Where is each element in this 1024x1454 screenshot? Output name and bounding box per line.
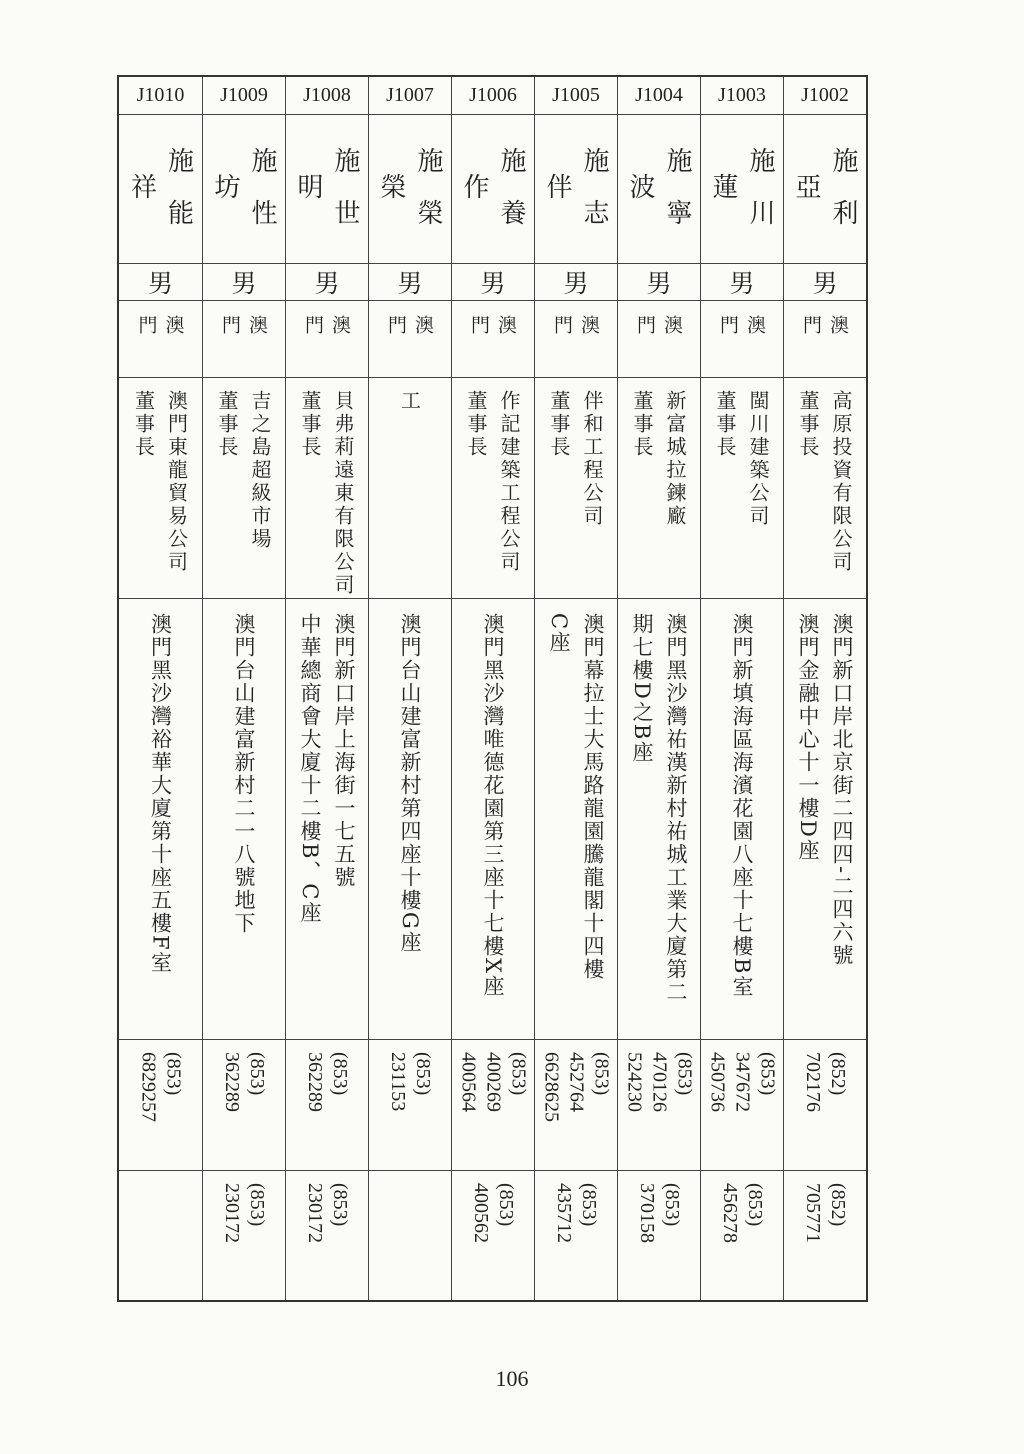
occupation-line: 董事長 [464, 390, 488, 459]
occupation-line: 吉之島超級市場 [248, 390, 272, 551]
record-id: J1004 [618, 77, 700, 115]
fax-line: 435712 [553, 1183, 575, 1243]
occupation-line: 澳門東龍貿易公司 [164, 390, 189, 574]
record-fax [119, 1171, 202, 1300]
telephone-line: 231153 [387, 1052, 409, 1112]
telephone-line: 400269 [482, 1052, 505, 1112]
record-occupation [119, 378, 202, 599]
occupation-line: 高原投資有限公司 [829, 390, 853, 574]
record-column [783, 77, 866, 1300]
record-column [119, 77, 202, 1300]
record-address [369, 599, 451, 1040]
address-line: 澳門黑沙灣裕華大廈第十座五樓F室 [148, 613, 173, 975]
record-telephone [535, 1040, 617, 1171]
record-name: 施性坊 [203, 115, 285, 264]
record-occupation [784, 378, 866, 599]
record-fax [784, 1171, 866, 1300]
address-line: 澳門新口岸北京街二四四-二四六號 [830, 613, 854, 968]
telephone-line: 362289 [221, 1052, 243, 1112]
record-address [535, 599, 617, 1040]
record-occupation [701, 378, 783, 599]
telephone-line: (853) [756, 1052, 779, 1096]
fax-line: (853) [661, 1183, 683, 1227]
record-name: 施寧波 [618, 115, 700, 264]
record-name: 施能祥 [119, 115, 202, 264]
record-occupation [535, 378, 617, 599]
address-line: 澳門新口岸上海街一七五號 [332, 613, 356, 889]
fax-line: (853) [329, 1183, 351, 1227]
fax-line: (852) [827, 1183, 849, 1227]
record-address [618, 599, 700, 1040]
telephone-line: 524230 [623, 1052, 646, 1112]
record-place: 澳門 [203, 301, 285, 378]
telephone-line: 347672 [731, 1052, 754, 1112]
record-column [202, 77, 285, 1300]
record-place: 澳門 [369, 301, 451, 378]
record-name: 施利亞 [784, 115, 866, 264]
occupation-line: 貝弗莉遠東有限公司 [331, 390, 355, 597]
telephone-line: (852) [827, 1052, 849, 1096]
record-id: J1005 [535, 77, 617, 115]
record-id: J1006 [452, 77, 534, 115]
record-id: J1007 [369, 77, 451, 115]
occupation-line: 董事長 [298, 390, 322, 459]
telephone-line: 450736 [706, 1052, 729, 1112]
fax-line: 705771 [802, 1183, 824, 1243]
record-telephone [203, 1040, 285, 1171]
record-place: 澳門 [618, 301, 700, 378]
record-column [700, 77, 783, 1300]
record-name: 施榮榮 [369, 115, 451, 264]
telephone-line: 362289 [304, 1052, 326, 1112]
record-address [452, 599, 534, 1040]
record-place: 澳門 [452, 301, 534, 378]
occupation-line: 董事長 [713, 390, 737, 459]
record-place: 澳門 [701, 301, 783, 378]
record-fax [286, 1171, 368, 1300]
address-line: 澳門新填海區海濱花園八座十七樓B室 [730, 613, 754, 999]
fax-line: 230172 [304, 1183, 326, 1243]
record-sex: 男 [618, 264, 700, 301]
occupation-line: 董事長 [630, 390, 654, 459]
occupation-line: 伴和工程公司 [580, 390, 604, 528]
record-id: J1008 [286, 77, 368, 115]
address-line: C座 [547, 613, 571, 655]
record-place: 澳門 [119, 301, 202, 378]
occupation-line: 新富城拉鍊廠 [663, 390, 687, 528]
occupation-line: 工 [397, 390, 422, 413]
telephone-line: (853) [412, 1052, 434, 1096]
fax-line: (853) [744, 1183, 766, 1227]
record-occupation [369, 378, 451, 599]
record-name: 施世明 [286, 115, 368, 264]
page-number: 106 [495, 1366, 529, 1391]
address-line: 澳門金融中心十一樓D座 [796, 613, 820, 862]
record-fax [618, 1171, 700, 1300]
record-address [784, 599, 866, 1040]
occupation-line: 作記建築工程公司 [497, 390, 521, 574]
record-telephone [784, 1040, 866, 1171]
occupation-line: 董事長 [215, 390, 239, 459]
occupation-line: 閩川建築公司 [746, 390, 770, 528]
address-line: 期七樓D之B座 [630, 613, 654, 765]
record-sex: 男 [286, 264, 368, 301]
record-occupation [618, 378, 700, 599]
record-sex: 男 [701, 264, 783, 301]
record-fax [369, 1171, 451, 1300]
record-column [368, 77, 451, 1300]
record-occupation [203, 378, 285, 599]
record-sex: 男 [784, 264, 866, 301]
telephone-line: 400564 [457, 1052, 480, 1112]
record-name: 施志伴 [535, 115, 617, 264]
telephone-line: 6829257 [137, 1052, 160, 1122]
record-fax [203, 1171, 285, 1300]
telephone-line: 470126 [648, 1052, 671, 1112]
record-sex: 男 [369, 264, 451, 301]
directory-table [117, 75, 868, 1302]
record-column [285, 77, 368, 1300]
record-telephone [618, 1040, 700, 1171]
record-place: 澳門 [784, 301, 866, 378]
record-id: J1002 [784, 77, 866, 115]
fax-line: (853) [495, 1183, 517, 1227]
record-fax [701, 1171, 783, 1300]
record-sex: 男 [535, 264, 617, 301]
record-id: J1009 [203, 77, 285, 115]
fax-line: 370158 [636, 1183, 658, 1243]
address-line: 澳門台山建富新村第四座十樓G座 [398, 613, 422, 954]
telephone-line: (853) [590, 1052, 613, 1096]
record-occupation [286, 378, 368, 599]
fax-line: 456278 [719, 1183, 741, 1243]
fax-line: (853) [578, 1183, 600, 1227]
record-fax [452, 1171, 534, 1300]
record-address [119, 599, 202, 1040]
record-sex: 男 [203, 264, 285, 301]
record-occupation [452, 378, 534, 599]
record-place: 澳門 [286, 301, 368, 378]
record-telephone [286, 1040, 368, 1171]
record-column [617, 77, 700, 1300]
occupation-line: 董事長 [547, 390, 571, 459]
telephone-line: 452764 [565, 1052, 588, 1112]
record-sex: 男 [119, 264, 202, 301]
fax-line: 400562 [470, 1183, 492, 1243]
telephone-line: (853) [673, 1052, 696, 1096]
telephone-line: (853) [507, 1052, 530, 1096]
telephone-line: (853) [162, 1052, 185, 1096]
record-sex: 男 [452, 264, 534, 301]
occupation-line: 董事長 [131, 390, 156, 459]
address-line: 澳門黑沙灣唯德花園第三座十七樓X座 [481, 613, 505, 998]
address-line: 澳門幕拉士大馬路龍園騰龍閣十四樓 [581, 613, 605, 981]
record-id: J1003 [701, 77, 783, 115]
occupation-line: 董事長 [796, 390, 820, 459]
telephone-line: (853) [329, 1052, 351, 1096]
fax-line: 230172 [221, 1183, 243, 1243]
telephone-line: 702176 [802, 1052, 824, 1112]
telephone-line: 6628625 [540, 1052, 563, 1122]
record-telephone [452, 1040, 534, 1171]
record-telephone [701, 1040, 783, 1171]
record-name: 施川蓮 [701, 115, 783, 264]
record-place: 澳門 [535, 301, 617, 378]
record-column [451, 77, 534, 1300]
record-column [534, 77, 617, 1300]
record-address [701, 599, 783, 1040]
record-fax [535, 1171, 617, 1300]
record-address [286, 599, 368, 1040]
record-id: J1010 [119, 77, 202, 115]
address-line: 澳門黑沙灣祐漢新村祐城工業大廈第二 [664, 613, 688, 1004]
address-line: 澳門台山建富新村二一八號地下 [232, 613, 256, 935]
telephone-line: (853) [246, 1052, 268, 1096]
record-name: 施養作 [452, 115, 534, 264]
address-line: 中華總商會大廈十二樓B、C座 [298, 613, 322, 925]
record-telephone [369, 1040, 451, 1171]
record-telephone [119, 1040, 202, 1171]
fax-line: (853) [246, 1183, 268, 1227]
record-address [203, 599, 285, 1040]
